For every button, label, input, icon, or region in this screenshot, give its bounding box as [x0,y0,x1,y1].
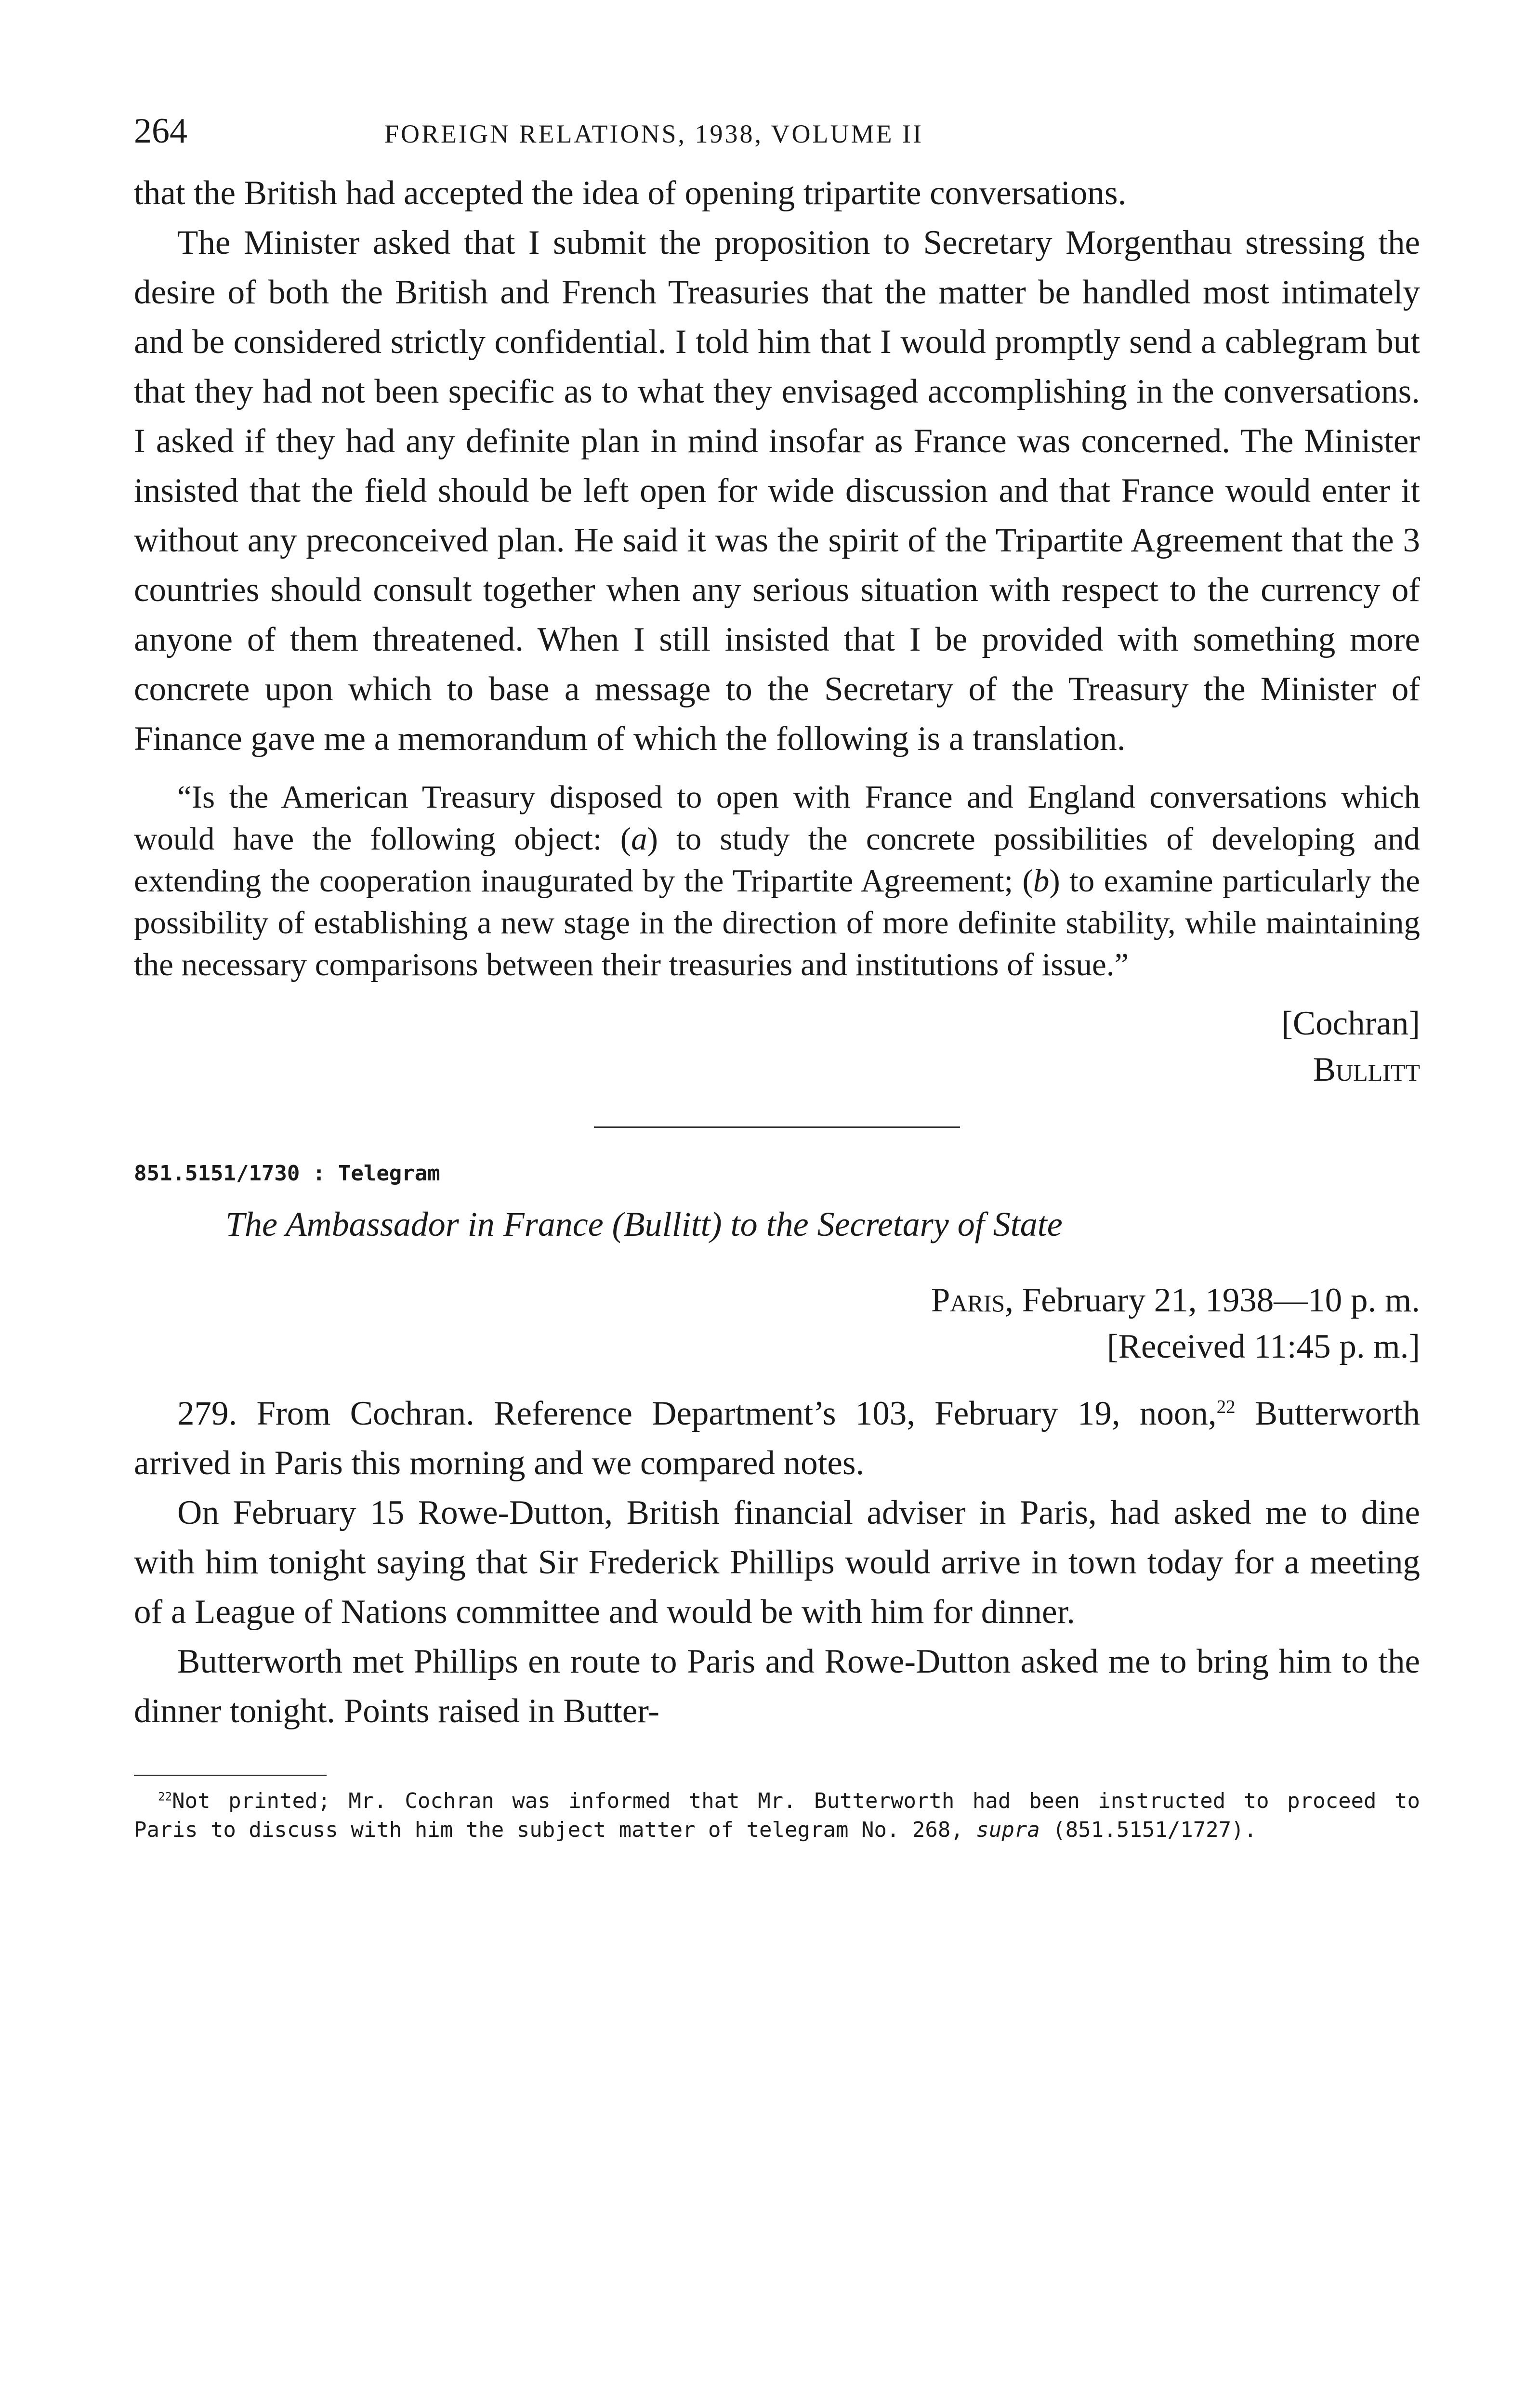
dateline-sent [134,1277,1420,1323]
footnote-marker: 22 [158,1790,172,1804]
footnote-divider [134,1775,327,1776]
dateline [134,1277,1420,1370]
quote-part-2: ) to study the concrete possibilities of developing and extending the cooperation inaugurated by the Tripartite Agreement; ( [134,821,1420,899]
dateline-received: [Received 11:45 p. m.] [1107,1328,1420,1365]
footnote: $^{22}$Not printed; Mr. Cochran was informed that Mr. Butterworth had been instructed to proceed to Paris to discuss with him the subject matter of telegram No. 268, supra (851.5151/1727). [134,1789,1420,1842]
memorandum-quotation [134,776,1420,986]
signature-name: Bullitt [1313,1051,1420,1088]
running-header [134,111,1420,169]
quote-part-3: ) to examine particularly the possibility of establishing a new stage in the direction of more definite stability, while maintaining the necessary comparisons between their treasuries and institutions of issue.” [134,863,1420,982]
telegram-paragraph-3: Butterworth met Phillips en route to Paris and Rowe-Dutton asked me to bring him to the dinner tonight. Points raised in Butter- [134,1643,1420,1730]
document-file-number: 851.5151/1730 : Telegram [134,1161,440,1186]
memo-signature [134,1000,1420,1093]
dateline-place: Paris [931,1282,1005,1319]
telegram-body [134,1389,1420,1736]
dateline-date: , February 21, 1938—10 p. m. [1005,1282,1420,1319]
section-divider [594,1126,960,1128]
telegram-paragraph-1: 279. From Cochran. Reference Department’s 103, February 19, noon,$^{22}$ Butterworth arrived in Paris this morning and we compared notes. [134,1395,1420,1482]
quote-part-1: “Is the American Treasury disposed to open with France and England conversations which would have the following object: ( [134,779,1420,857]
footnote-reference: 22 [1216,1396,1236,1417]
footnote-italic: supra [976,1818,1040,1842]
signature-bracket: [Cochran] [1281,1005,1420,1042]
memo-paragraph-continuation: that the British had accepted the idea of opening tripartite conversations. [134,174,1127,212]
memo-paragraph-minister: The Minister asked that I submit the proposition to Secretary Morgenthau stressing the desire of both the British and French Treasuries that the matter be handled most intimately and be considered strictly confidential. I told him that I would promptly send a cablegram but that they had not been specific as to what they envisaged accomplishing in the conversations. I asked if they had any definite plan in mind insofar as France was concerned. The Minister insisted that the field should be left open for wide discussion and that France would enter it without any preconceived plan. He said it was the spirit of the Tripartite Agreement that the 3 countries should consult together when any serious situation with respect to the currency of anyone of them threatened. When I still insisted that I be provided with something more concrete upon which to base a message to the Secretary of the Treasury the Minister of Finance gave me a memorandum of which the following is a translation. [134,224,1420,758]
quote-letter-b: b [1033,863,1050,899]
document-heading: The Ambassador in France (Bullitt) to the Secretary of State [225,1205,1063,1243]
page-number: 264 [134,111,187,151]
document-page [134,111,1420,1845]
quote-letter-a: a [631,821,647,857]
running-title: FOREIGN RELATIONS, 1938, VOLUME II [384,119,923,148]
telegram-paragraph-2: On February 15 Rowe-Dutton, British financial adviser in Paris, had asked me to dine with him tonight saying that Sir Frederick Phillips would arrive in town today for a meeting of a League of Nations committee and would be with him for dinner. [134,1494,1420,1631]
